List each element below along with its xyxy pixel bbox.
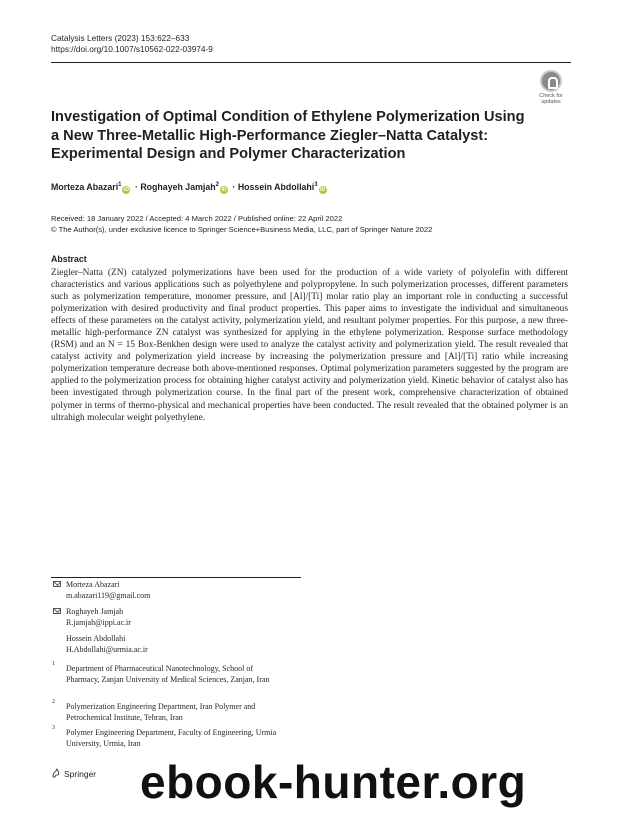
- author-list: [51, 182, 329, 194]
- correspondence-email[interactable]: H.Abdollahi@urmia.ac.ir: [66, 645, 148, 654]
- orcid-icon[interactable]: iD: [320, 187, 326, 193]
- check-for-updates-badge[interactable]: [536, 70, 566, 105]
- springer-horse-icon: [51, 768, 61, 778]
- affiliation-number: 1: [52, 661, 55, 667]
- article-title: Investigation of Optimal Condition of Ethylene Polymerization Using a New Three-Metallic High-Performance Ziegler–Natta Catalyst: Experimental Design and Polymer Characterization: [51, 109, 525, 163]
- affiliation-number: 3: [52, 725, 55, 731]
- author-affiliation-number: 1: [118, 182, 122, 189]
- envelope-icon: [53, 608, 61, 614]
- author-separator: ·: [232, 182, 236, 192]
- correspondence-entry: [66, 606, 131, 628]
- abstract-text: Ziegler–Natta (ZN) catalyzed polymerizations have been used for the production of a wide variety of polyolefin with different characteristics and various applications such as polyethylene and polypropylene. In such polymerization processes, different parameters such as polymerization temperature, monomer pressure, and [Al]/[Ti] molar ratio play an important role in conducting a successful polymerization with desired productivity and final product properties. This paper aims to investigate the individual and simultaneous effects of these parameters on the catalyst activity, polymerization yield, and resultant polymer properties. For this purpose, a new three-metallic high-performance ZN catalyst was synthesized for applying in the ethylene polymerization. Response surface methodology (RSM) and an N = 15 Box-Benkhen design were used to analyze the catalyst activity and polymerization yield. The result revealed that catalyst activity and polymerization yield increase by increasing the polymerization pressure and [Al]/[Ti] ratio while increasing polymerization temperature decrease both above-mentioned responses. Optimal polymerization parameters suggested by the program are applied to the polymerization process for obtaining higher catalyst activity and polymerization yield. Kinetic behavior of catalyst also has been investigated through polymerization course. In the final part of the present work, comprehensive characterization of obtained polymer in terms of thermo-physical and mechanical properties have been conducted. The result revealed that the obtained polymer is an ultrahigh molecular weight polyethylene.: [51, 268, 568, 423]
- affiliation-number: 2: [52, 699, 55, 705]
- correspondence-email[interactable]: R.jamjah@ippi.ac.ir: [66, 618, 131, 627]
- copyright-notice: © The Author(s), under exclusive licence to Springer Science+Business Media, LLC, part of Springer Nature 2022: [51, 225, 433, 234]
- affiliation-text: Polymerization Engineering Department, Iran Polymer and Petrochemical Institute, Tehran, Iran: [66, 702, 256, 722]
- author-name[interactable]: Roghayeh Jamjah: [140, 182, 216, 192]
- correspondence-email[interactable]: m.abazari119@gmail.com: [66, 591, 151, 600]
- abstract-heading: Abstract: [51, 254, 87, 264]
- orcid-icon[interactable]: iD: [221, 187, 227, 193]
- author-name[interactable]: Morteza Abazari: [51, 182, 119, 192]
- correspondence-entry: [66, 579, 150, 601]
- check-for-updates-icon: [540, 70, 562, 92]
- author-name[interactable]: Hossein Abdollahi: [237, 182, 315, 192]
- publication-history: Received: 18 January 2022 / Accepted: 4 March 2022 / Published online: 22 April 2022: [51, 214, 343, 223]
- envelope-icon: [53, 581, 61, 587]
- footnote-divider: [51, 577, 301, 578]
- affiliation-text: Department of Pharmaceutical Nanotechnology, School of Pharmacy, Zanjan University of Medical Sciences, Zanjan, Iran: [66, 664, 270, 684]
- correspondence-entry: [66, 633, 148, 655]
- correspondence-name: Roghayeh Jamjah: [66, 607, 124, 616]
- orcid-icon[interactable]: iD: [123, 187, 129, 193]
- publisher-name: Springer: [64, 769, 97, 779]
- watermark-text: ebook-hunter.org: [140, 756, 527, 808]
- author-separator: ·: [134, 182, 138, 192]
- article-dates: [51, 213, 432, 235]
- doi-link[interactable]: https://doi.org/10.1007/s10562-022-03974-9: [51, 44, 213, 54]
- journal-citation: Catalysis Letters (2023) 153:622–633: [51, 33, 190, 43]
- check-for-updates-label: Check for updates: [539, 93, 563, 105]
- header-divider: [51, 62, 571, 63]
- correspondence-name: Hossein Abdollahi: [66, 634, 126, 643]
- author-affiliation-number: 3: [314, 182, 318, 189]
- correspondence-name: Morteza Abazari: [66, 580, 120, 589]
- author-affiliation-number: 2: [215, 182, 219, 189]
- affiliation-text: Polymer Engineering Department, Faculty of Engineering, Urmia University, Urmia, Iran: [66, 728, 277, 748]
- journal-header: [51, 33, 213, 55]
- publisher-logo: [51, 768, 96, 779]
